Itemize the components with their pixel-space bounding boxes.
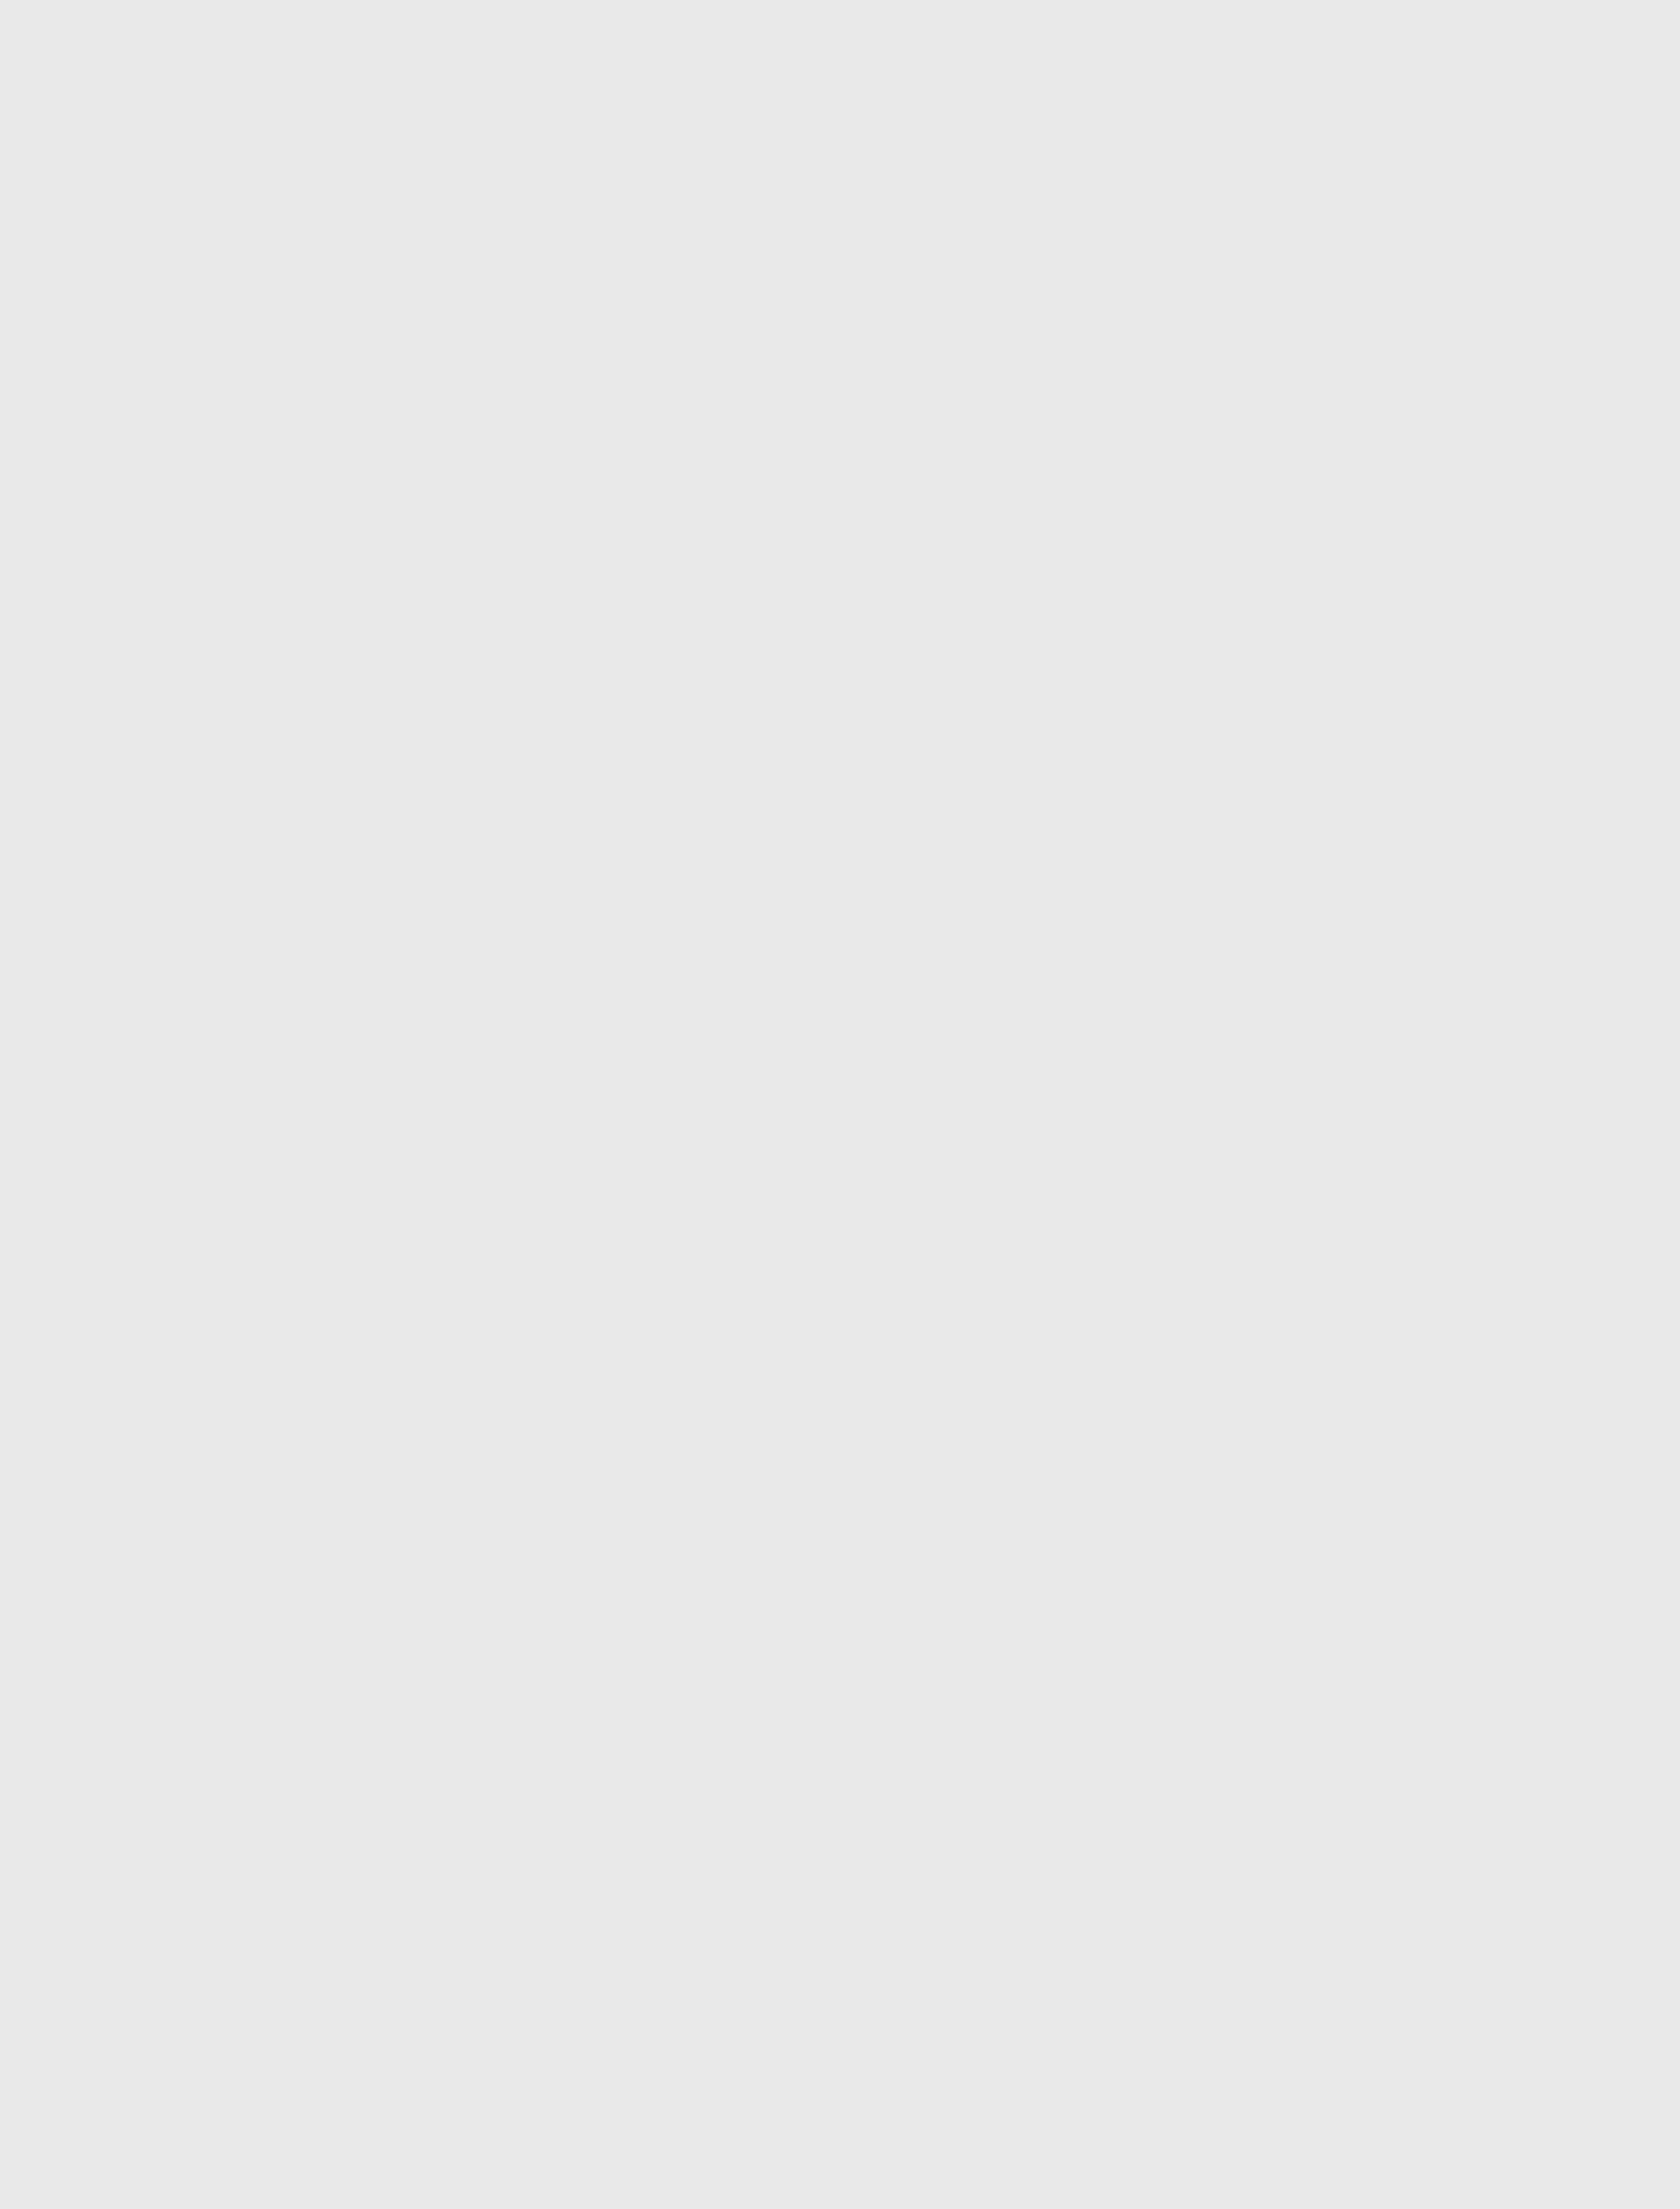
page-content bbox=[173, 202, 1435, 205]
